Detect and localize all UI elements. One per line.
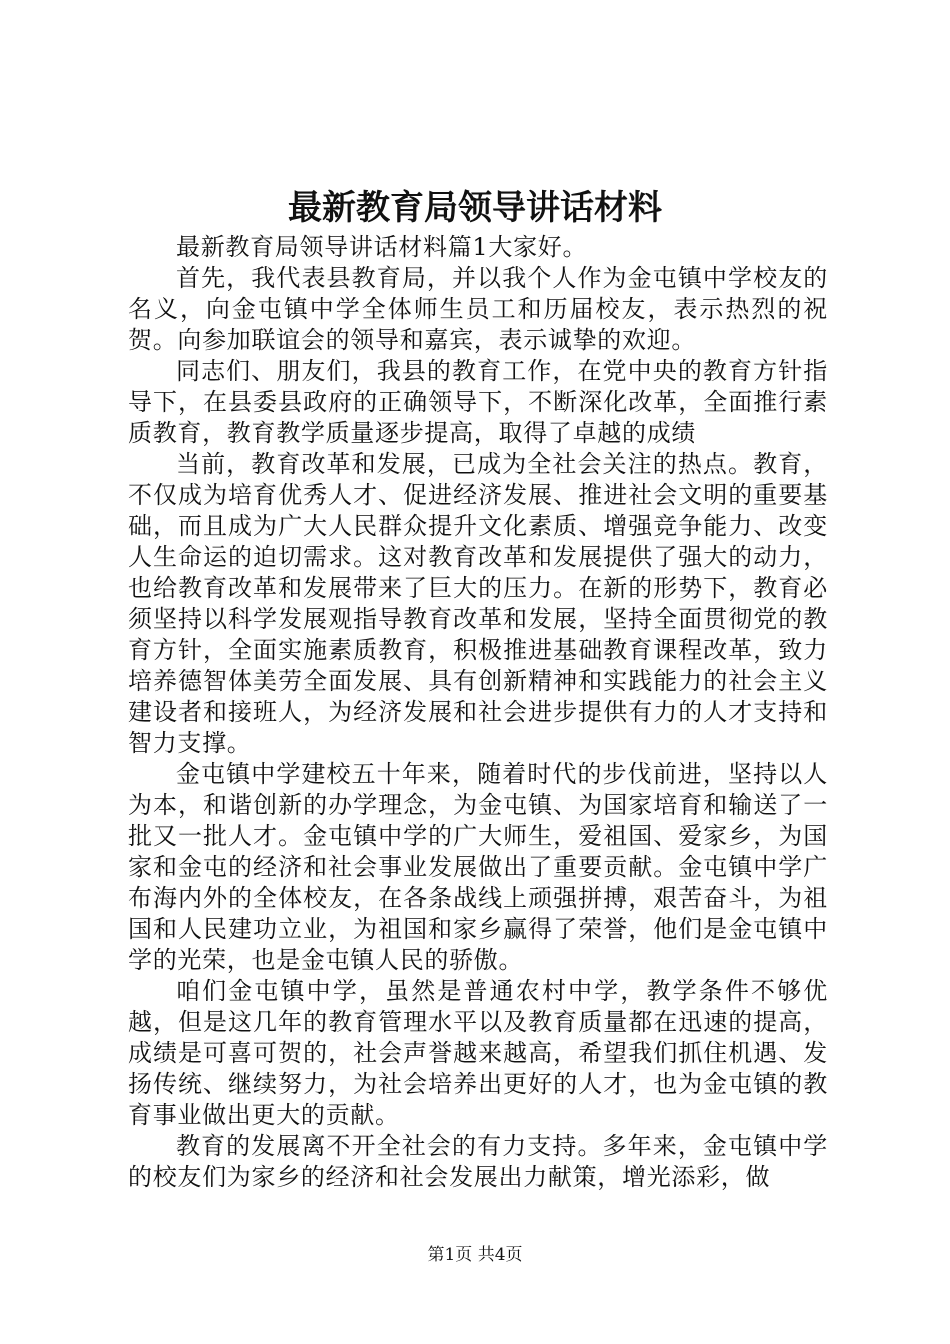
document-title: 最新教育局领导讲话材料	[288, 188, 662, 228]
document-body	[128, 232, 828, 1193]
paragraph-support: 教育的发展离不开全社会的有力支持。多年来，金屯镇中学的校友们为家乡的经济和社会发展出力献策，增光添彩，做	[128, 1132, 828, 1191]
paragraph-reform: 当前，教育改革和发展，已成为全社会关注的热点。教育，不仅成为培育优秀人才、促进经济发展、推进社会文明的重要基础，而且成为广大人民群众提升文化素质、增强竞争能力、改变人生命运的迫切需求。这对教育改革和发展提供了强大的动力，也给教育改革和发展带来了巨大的压力。在新的形势下，教育必须坚持以科学发展观指导教育改革和发展，坚持全面贯彻党的教育方针，全面实施素质教育，积极推进基础教育课程改革，致力培养德智体美劳全面发展、具有创新精神和实践能力的社会主义建设者和接班人，为经济发展和社会进步提供有力的人才支持和智力支撑。	[128, 450, 828, 757]
paragraph-school-progress: 咱们金屯镇中学，虽然是普通农村中学，教学条件不够优越，但是这几年的教育管理水平以及教育质量都在迅速的提高，成绩是可喜可贺的，社会声誉越来越高，希望我们抓住机遇、发扬传统、继续努力，为社会培养出更好的人才，也为金屯镇的教育事业做出更大的贡献。	[128, 977, 828, 1129]
paragraph-school-history: 金屯镇中学建校五十年来，随着时代的步伐前进，坚持以人为本，和谐创新的办学理念，为金屯镇、为国家培育和输送了一批又一批人才。金屯镇中学的广大师生，爱祖国、爱家乡，为国家和金屯的经济和社会事业发展做出了重要贡献。金屯镇中学广布海内外的全体校友，在各条战线上顽强拼搏，艰苦奋斗，为祖国和人民建功立业，为祖国和家乡赢得了荣誉，他们是金屯镇中学的光荣，也是金屯镇人民的骄傲。	[128, 760, 828, 974]
paragraph-greeting: 首先，我代表县教育局，并以我个人作为金屯镇中学校友的名义，向金屯镇中学全体师生员工和历届校友，表示热烈的祝贺。向参加联谊会的领导和嘉宾，表示诚挚的欢迎。	[128, 264, 828, 354]
page-number: 第1页 共4页	[427, 1245, 523, 1265]
paragraph-intro: 最新教育局领导讲话材料篇1大家好。	[176, 233, 588, 261]
paragraph-achievements: 同志们、朋友们，我县的教育工作，在党中央的教育方针指导下，在县委县政府的正确领导下，不断深化改革，全面推行素质教育，教育教学质量逐步提高，取得了卓越的成绩	[128, 357, 828, 447]
